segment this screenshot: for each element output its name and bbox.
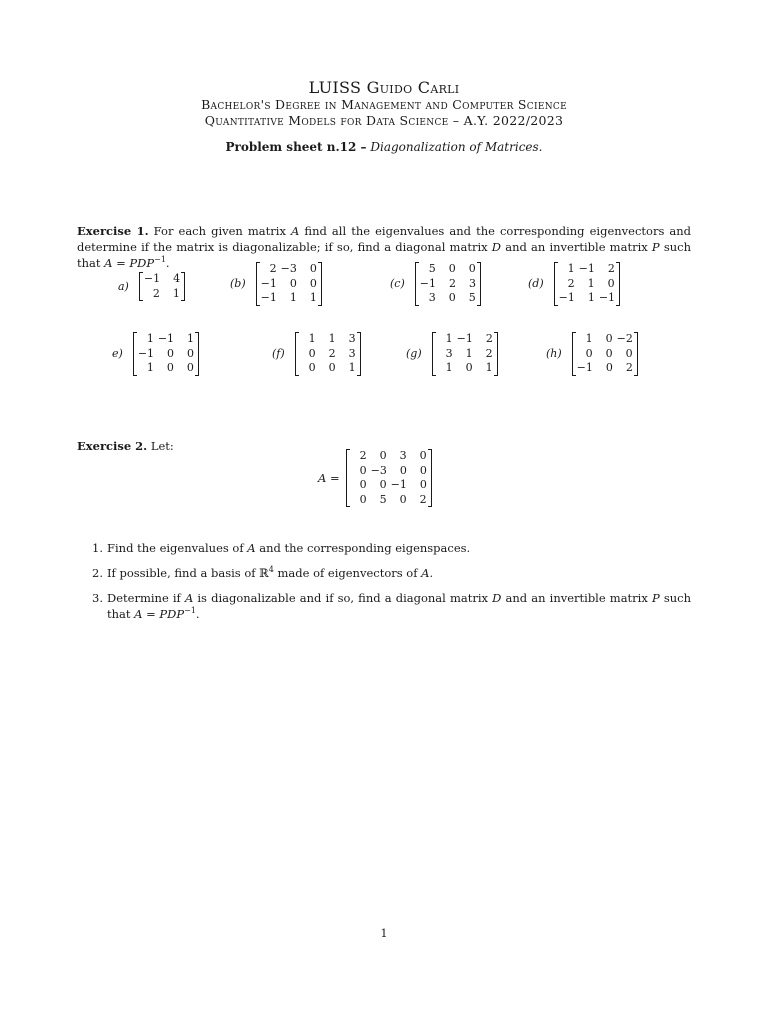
period: . <box>195 607 200 621</box>
matrix-entry: 0 <box>187 346 195 360</box>
matrix-entry: 0 <box>448 262 456 275</box>
task-text: Determine if <box>107 591 181 605</box>
matrix-entry: 2 <box>152 286 160 300</box>
matrix-entry: 0 <box>379 449 387 462</box>
matrix-entry: −1 <box>598 291 616 304</box>
matrix-entry: 2 <box>625 361 633 374</box>
matrix-entry: 0 <box>419 463 427 477</box>
matrix-item <box>390 262 481 306</box>
matrix-row <box>300 332 356 347</box>
matrix-entry: 1 <box>348 361 356 374</box>
matrix-entry: −2 <box>616 332 633 345</box>
matrix-row <box>420 277 476 292</box>
matrix-entry: 1 <box>445 332 453 345</box>
task-number: 2. <box>92 566 103 580</box>
matrix-entry: 0 <box>359 463 367 477</box>
matrix-item <box>406 332 498 376</box>
task-number: 1. <box>92 541 103 555</box>
matrix-row <box>261 277 317 292</box>
matrix-entry: 2 <box>485 332 493 345</box>
matrix-row <box>559 262 615 277</box>
var-a: A <box>184 591 194 605</box>
matrix-entry: 0 <box>308 346 316 360</box>
matrix-entry: −1 <box>558 291 575 304</box>
exercise-1-heading: Exercise 1. <box>77 224 149 238</box>
matrix-item <box>230 262 322 306</box>
matrix-entry: 0 <box>399 492 407 506</box>
matrix-entry: 0 <box>379 478 387 491</box>
matrix-item <box>118 272 185 301</box>
matrix-row <box>138 332 194 347</box>
matrix-entry: 3 <box>399 449 407 462</box>
matrix-entry: 2 <box>328 346 336 360</box>
matrix-row <box>351 464 427 479</box>
matrix-entry: 0 <box>607 276 615 290</box>
matrix-entry: 5 <box>468 291 476 304</box>
exercise-1-text: and an invertible matrix <box>505 240 648 254</box>
matrix-row <box>300 347 356 362</box>
matrix-entry: 0 <box>359 492 367 506</box>
matrix-entry: 1 <box>585 332 593 345</box>
matrix-entry: 1 <box>587 291 595 304</box>
task-number: 3. <box>92 591 103 605</box>
matrix <box>432 332 498 376</box>
task-item <box>77 590 691 622</box>
matrix-item <box>272 332 361 376</box>
task-text: is diagonalizable and if so, find a diagonal matrix <box>197 591 489 605</box>
task-text: Find the eigenvalues of <box>107 541 244 555</box>
matrix-row <box>577 347 633 362</box>
matrix-entry: −1 <box>456 332 473 345</box>
matrix-entry: 1 <box>309 291 317 304</box>
page-number: 1 <box>380 927 388 940</box>
exercise-2-matrix <box>318 449 432 507</box>
task-item <box>77 565 691 581</box>
matrix-entry: 1 <box>187 332 195 345</box>
matrix-entry: 0 <box>448 291 456 304</box>
sheet-title <box>0 140 768 154</box>
matrix-entry: 0 <box>359 478 367 491</box>
matrix-entry: 0 <box>399 463 407 477</box>
matrix-label: (h) <box>546 347 562 361</box>
matrix-label: (f) <box>272 347 285 361</box>
matrix-entry: 0 <box>625 346 633 360</box>
matrix-entry: 5 <box>379 492 387 506</box>
matrix-entry: 0 <box>605 332 613 345</box>
matrix-entry: −1 <box>576 361 593 374</box>
matrix-row <box>144 272 180 287</box>
matrix-entry: 1 <box>328 332 336 345</box>
matrix-entry: 0 <box>309 262 317 275</box>
exercise-1-text: such that <box>77 240 692 270</box>
matrix-row <box>577 361 633 376</box>
task-text: made of eigenvectors of <box>277 566 418 580</box>
matrix-entry: −1 <box>260 291 277 304</box>
matrix-entry: 2 <box>485 346 493 360</box>
matrix-a-label: A = <box>318 471 340 485</box>
matrix-entry: 1 <box>465 346 473 360</box>
matrix-entry: 3 <box>348 332 356 345</box>
matrix <box>415 262 481 306</box>
matrix-entry: 4 <box>173 272 181 285</box>
matrix-entry: 5 <box>428 262 436 275</box>
formula: A = PDP <box>104 256 155 270</box>
task-text: If possible, find a basis of ℝ <box>107 566 269 580</box>
matrix-entry: 2 <box>607 262 615 275</box>
matrix-row <box>437 332 493 347</box>
matrix-entry: 0 <box>465 361 473 374</box>
matrix-entry: 0 <box>585 346 593 360</box>
matrix-entry: −1 <box>137 346 155 360</box>
matrix-row <box>559 291 615 306</box>
matrix-a <box>346 449 432 507</box>
matrix-entry: 2 <box>419 492 427 506</box>
matrix-label: (d) <box>528 277 544 291</box>
matrix-row <box>437 361 493 376</box>
matrix-label: e) <box>112 347 123 361</box>
matrix-entry: 0 <box>308 361 316 374</box>
task-item <box>77 540 691 556</box>
task-text: and an invertible matrix <box>505 591 648 605</box>
matrix-row <box>138 347 194 362</box>
formula-exponent: −1 <box>154 255 166 265</box>
matrix <box>295 332 361 376</box>
matrix-item <box>112 332 199 376</box>
matrix-label: (c) <box>390 277 405 291</box>
matrix <box>572 332 638 376</box>
var-p: P <box>651 240 660 254</box>
matrix-row <box>144 287 180 302</box>
matrix-entry: 1 <box>485 361 493 374</box>
formula-exponent: −1 <box>184 606 196 616</box>
matrix-entry: −1 <box>143 272 161 285</box>
exercise-2-heading: Exercise 2. <box>77 439 148 453</box>
matrix-entry: 0 <box>605 346 613 360</box>
matrix <box>256 262 322 306</box>
matrix-entry: 3 <box>445 346 453 360</box>
matrix-row <box>300 361 356 376</box>
matrix-entry: 1 <box>587 276 595 290</box>
var-a: A <box>247 541 256 555</box>
matrix-label: (g) <box>406 347 422 361</box>
var-d: D <box>491 240 502 254</box>
matrix-row <box>261 291 317 306</box>
matrix-row <box>420 262 476 277</box>
matrix-entry: 0 <box>419 449 427 462</box>
matrix-row <box>261 262 317 277</box>
exercise-1-text: find all the eigenvalues and the corresponding eigenvectors and determine if the matrix is diagonalizable; if so, find a diagonal matrix <box>77 224 692 254</box>
matrix <box>554 262 620 306</box>
matrix-entry: −1 <box>157 332 175 345</box>
matrix-entry: 3 <box>428 291 436 304</box>
matrix-entry: 0 <box>167 346 175 360</box>
matrix-entry: −1 <box>390 478 407 491</box>
matrix-row <box>577 332 633 347</box>
matrix-entry: −1 <box>419 276 436 290</box>
matrix-entry: 0 <box>166 361 174 374</box>
matrix-entry: 0 <box>289 276 297 290</box>
matrix-row <box>559 277 615 292</box>
sheet-topic: Diagonalization of Matrices. <box>370 140 543 154</box>
matrix-row <box>138 361 194 376</box>
matrix-entry: 1 <box>146 332 154 345</box>
matrix-entry: 2 <box>269 262 277 275</box>
var-d: D <box>492 591 502 605</box>
matrix-entry: −3 <box>280 262 297 275</box>
matrix-entry: 1 <box>567 262 575 275</box>
matrix-entry: 1 <box>146 361 154 374</box>
sheet-number: Problem sheet n.12 – <box>225 140 367 154</box>
matrix-entry: 3 <box>468 276 476 290</box>
university-title: LUISS Guido Carli <box>308 78 460 97</box>
var-a: A. <box>421 566 434 580</box>
matrix-entry: 3 <box>348 346 356 360</box>
matrix-entry: 1 <box>308 332 316 345</box>
matrix-entry: 1 <box>289 291 297 304</box>
matrix-entry: 0 <box>328 361 336 374</box>
matrix-entry: −1 <box>578 262 595 275</box>
dimension-exponent: 4 <box>268 565 274 575</box>
matrix-label: a) <box>118 280 129 293</box>
task-text: and the corresponding eigenspaces. <box>259 541 471 555</box>
exercise-1-text: For each given matrix <box>153 224 286 238</box>
period: . <box>165 256 170 270</box>
task-text: such that <box>107 591 691 621</box>
matrix-entry: 0 <box>186 361 194 374</box>
exercise-2-tasks <box>77 540 691 631</box>
var-p: P <box>651 591 660 605</box>
formula: A = PDP <box>134 607 185 621</box>
matrix-entry: 0 <box>605 361 613 374</box>
degree-line: Bachelor's Degree in Management and Computer Science <box>201 97 567 112</box>
course-line: Quantitative Models for Data Science – A.Y. 2022/2023 <box>204 113 564 128</box>
matrix-entry: 2 <box>567 276 575 290</box>
matrix-entry: 2 <box>359 449 367 462</box>
matrix-row <box>420 291 476 306</box>
matrix-entry: 0 <box>419 478 427 491</box>
matrix-entry: 1 <box>172 286 180 300</box>
matrix-row <box>437 347 493 362</box>
exercise-1-matrices <box>70 262 710 382</box>
matrix-row <box>351 493 427 508</box>
var-a: A <box>291 224 300 238</box>
matrix <box>133 332 199 376</box>
matrix-entry: 0 <box>468 262 476 275</box>
matrix-entry: 1 <box>445 361 453 374</box>
matrix-entry: −1 <box>260 276 277 290</box>
matrix-label: (b) <box>230 277 246 291</box>
matrix <box>139 272 185 301</box>
matrix-row <box>351 478 427 493</box>
matrix-row <box>351 449 427 464</box>
matrix-entry: −3 <box>370 463 387 477</box>
exercise-2-intro: Let: <box>150 439 174 453</box>
matrix-item <box>528 262 620 306</box>
matrix-item <box>546 332 638 376</box>
matrix-entry: 2 <box>448 276 456 290</box>
matrix-entry: 0 <box>309 276 317 290</box>
